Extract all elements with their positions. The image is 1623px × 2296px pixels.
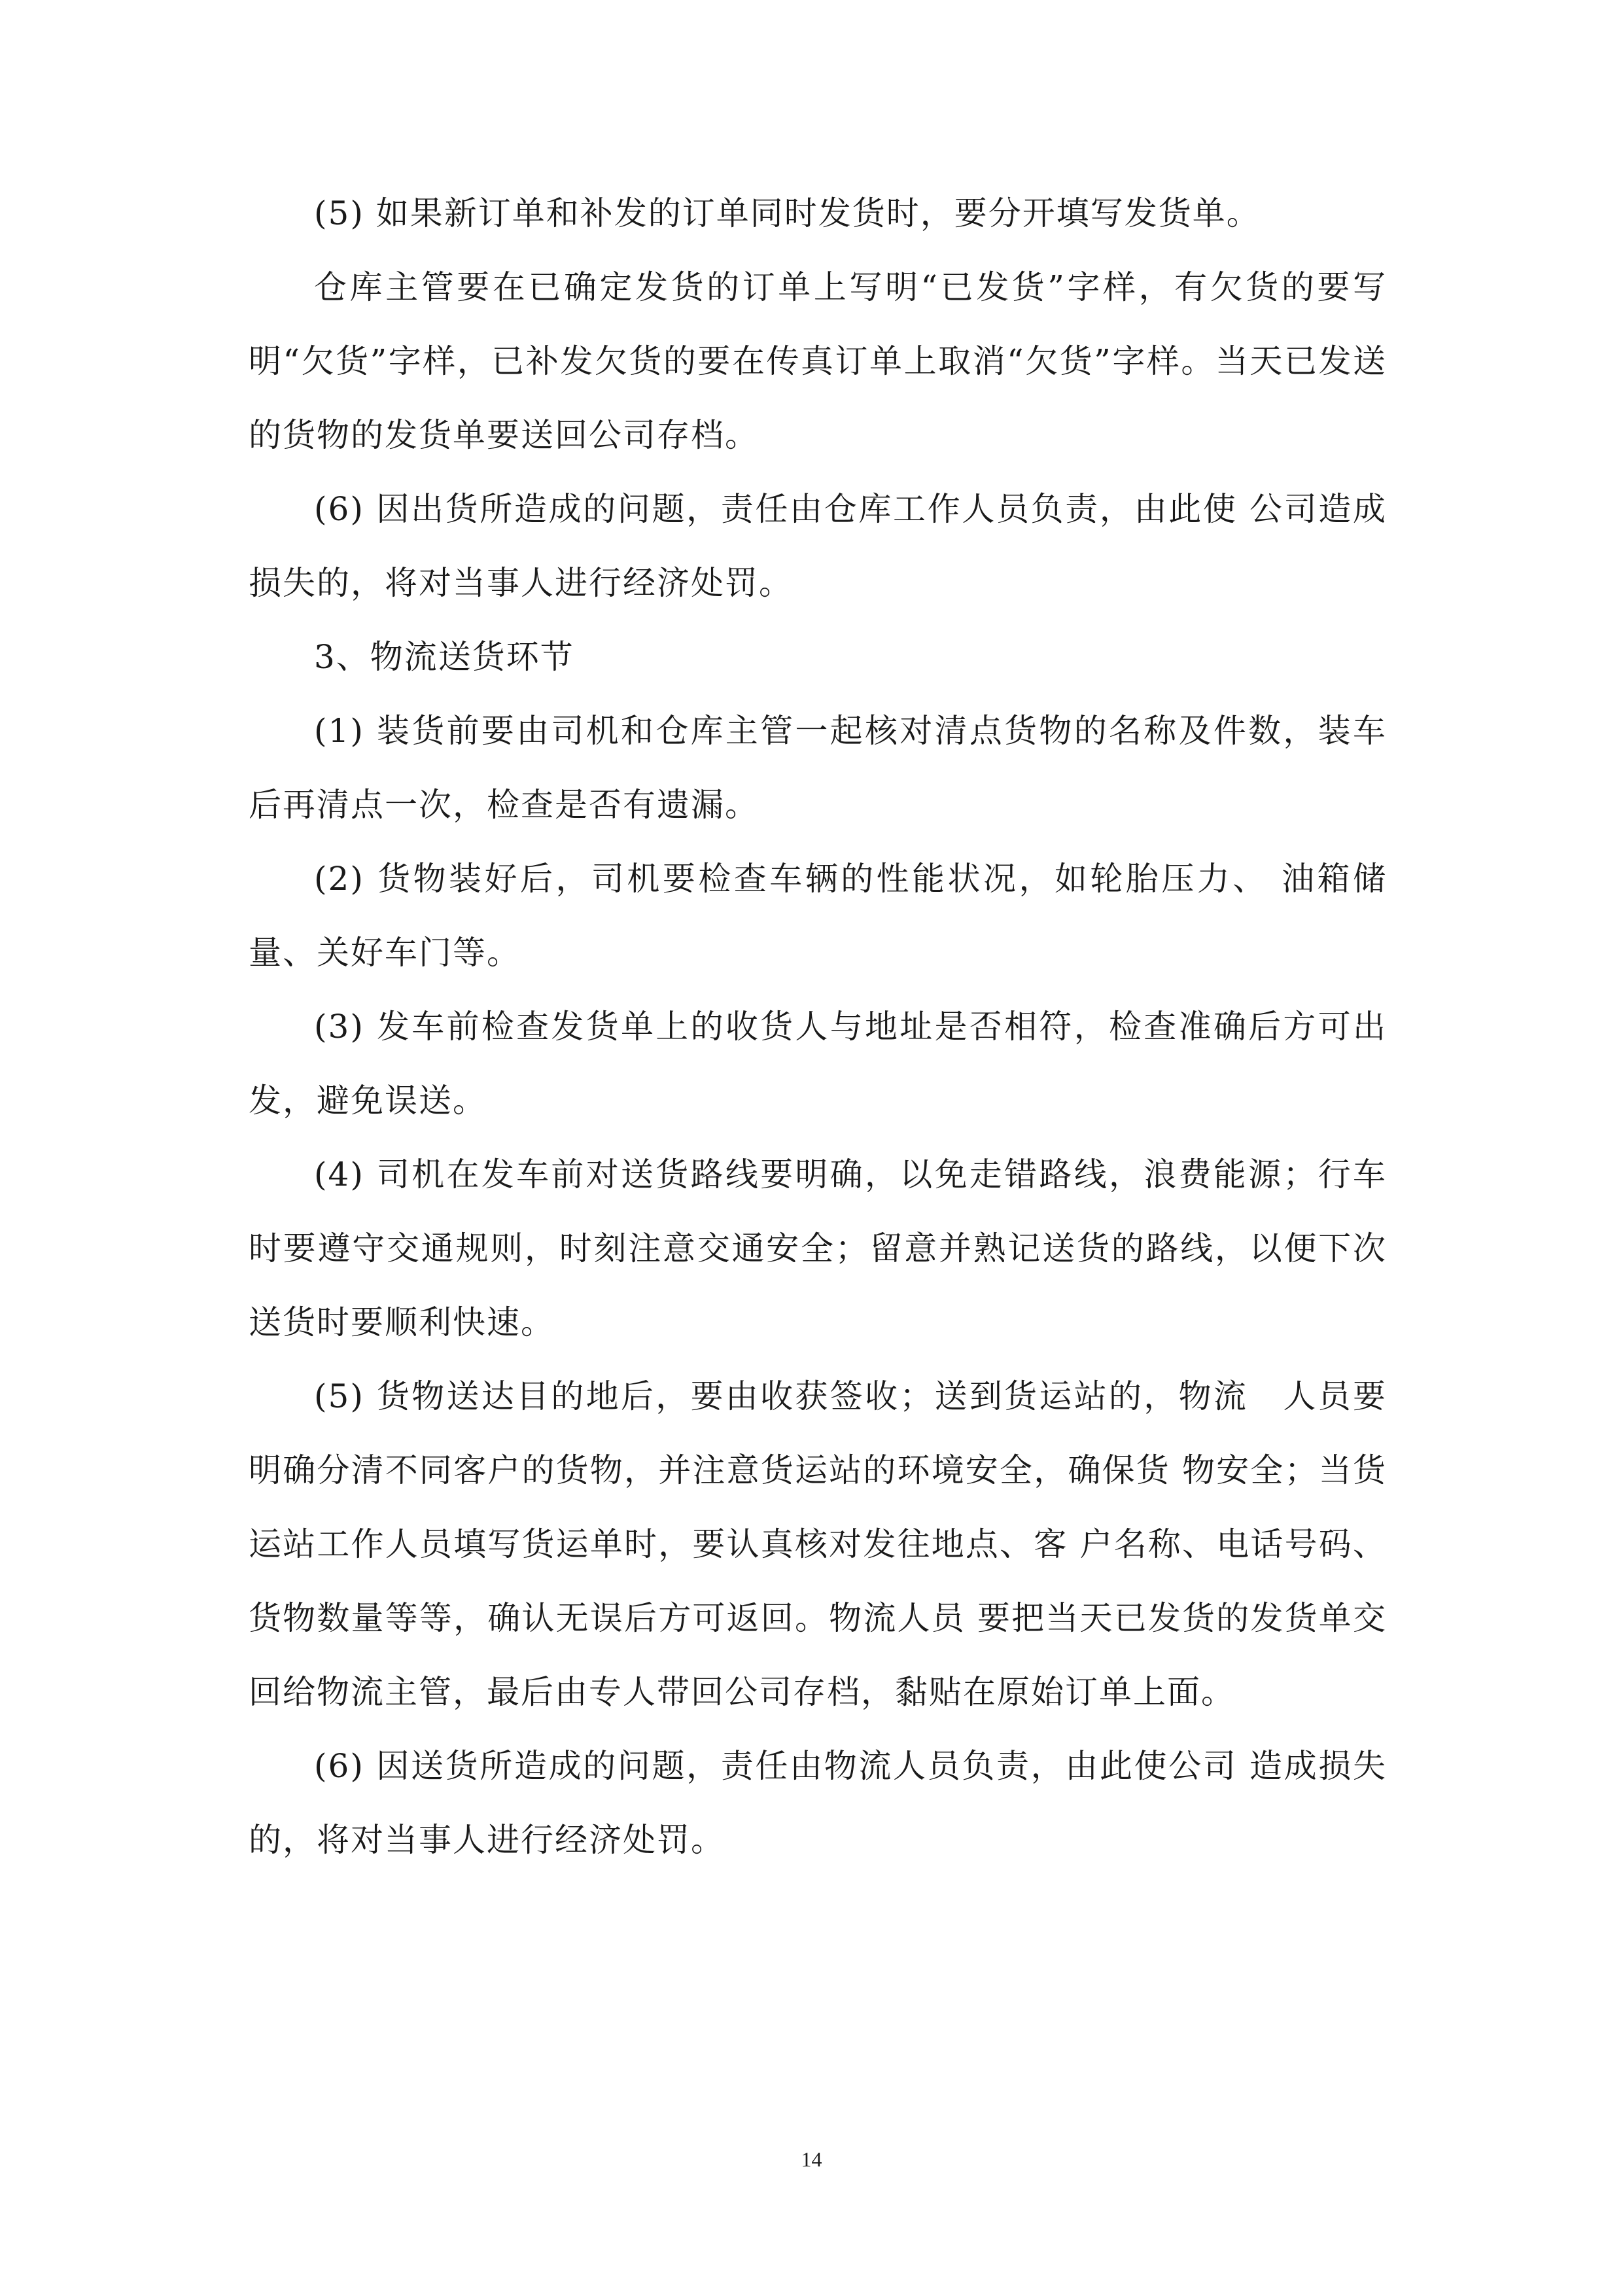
paragraph-5: (1) 装货前要由司机和仓库主管一起核对清点货物的名称及件数，装车后再清点一次，检查是否有遗漏。 (249, 712, 1387, 824)
section-heading: 3、物流送货环节 (314, 638, 574, 676)
paragraph-3: (6) 因出货所造成的问题，责任由仓库工作人员负责，由此使 公司造成损失的，将对当事人进行经济处罚。 (249, 490, 1387, 602)
paragraph-8: (4) 司机在发车前对送货路线要明确，以免走错路线，浪费能源；行车时要遵守交通规则，时刻注意交通安全；留意并熟记送货的路线，以便下次送货时要顺利快速。 (249, 1156, 1387, 1341)
paragraph-10: (6) 因送货所造成的问题，责任由物流人员负责，由此使公司 造成损失的，将对当事人进行经济处罚。 (249, 1747, 1387, 1859)
paragraph-9: (5) 货物送达目的地后，要由收获签收；送到货运站的，物流 人员要明确分清不同客户的货物，并注意货运站的环境安全，确保货 物安全；当货运站工作人员填写货运单时，要认真核对发往地点、客 户名称、电话号码、货物数量等等，确认无误后方可返回。物流人员 要把当天已发货的发货单交回给物流主管，最后由专人带回公司存档，黏贴在原始订单上面。 (249, 1377, 1387, 1711)
paragraph-2: 仓库主管要在已确定发货的订单上写明“已发货”字样，有欠货的要写明“欠货”字样，已补发欠货的要在传真订单上取消“欠货”字样。当天已发送的货物的发货单要送回公司存档。 (249, 268, 1387, 454)
paragraph-1: (5) 如果新订单和补发的订单同时发货时，要分开填写发货单。 (314, 194, 1261, 232)
paragraph-6: (2) 货物装好后，司机要检查车辆的性能状况，如轮胎压力、 油箱储量、关好车门等。 (249, 860, 1387, 972)
page-number: 14 (801, 2147, 822, 2171)
paragraph-7: (3) 发车前检查发货单上的收货人与地址是否相符，检查准确后方可出发，避免误送。 (249, 1008, 1387, 1120)
document-body (249, 177, 1387, 1877)
